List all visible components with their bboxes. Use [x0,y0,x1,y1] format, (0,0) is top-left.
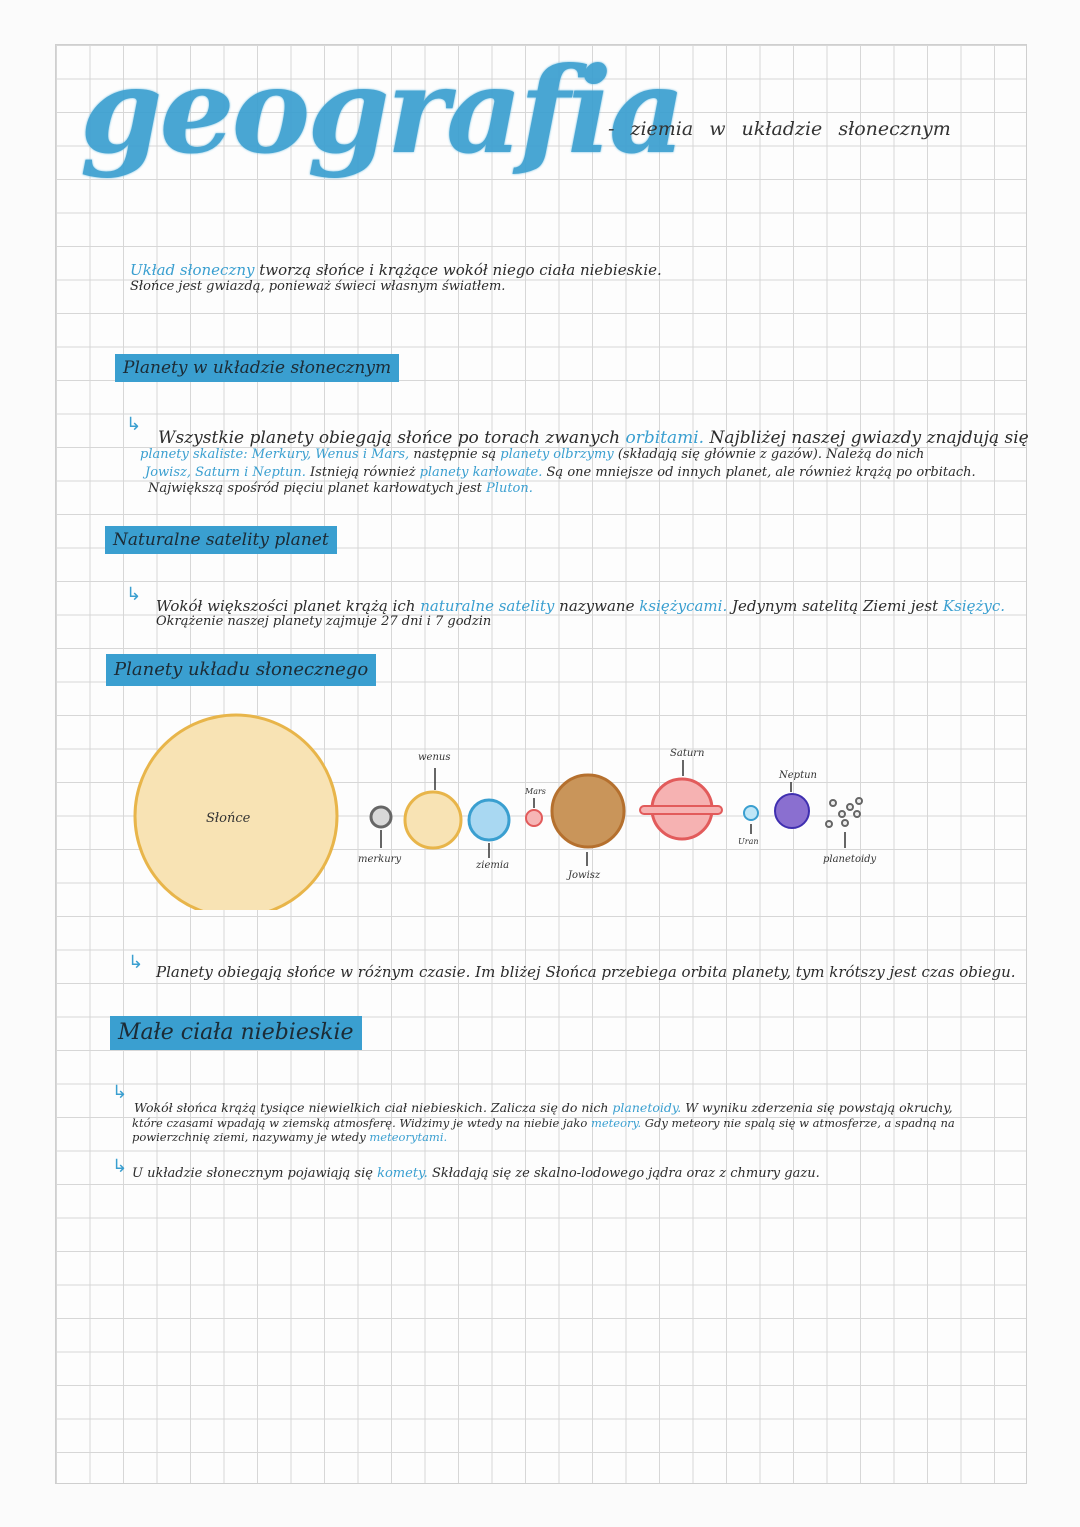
male-line-4: U układzie słonecznym pojawiają się komety. Składają się ze skalno-lodowego jądra oraz z chmury gazu. [132,1166,820,1181]
section-heading-satelity: Naturalne satelity planet [105,526,337,554]
planety-line-4: Największą spośród pięciu planet karłowatych jest Pluton. [148,481,533,496]
male-line-2: które czasami wpadają w ziemską atmosferę. Widzimy je wtedy na niebie jako meteory. Gdy meteory nie spalą się w atmosferze, a spadną na [132,1116,955,1130]
saturn-label: Saturn [670,748,705,759]
earth-label: ziemia [476,860,510,871]
arrow-icon: ↳ [126,414,142,435]
mercury-icon [371,807,391,827]
planety-line-2: planety skaliste: Merkury, Wenus i Mars, następnie są planety olbrzymy (składają się głównie z gazów). Należą do nich [140,447,925,462]
arrow-icon: ↳ [112,1082,128,1103]
intro-text: tworzą słońce i krążące wokół niego ciała niebieskie. [259,261,662,279]
uranus-icon [744,806,758,820]
male-line-3: powierzchnię ziemi, nazywamy je wtedy meteorytami. [132,1130,448,1144]
male-line-1: Wokół słońca krążą tysiące niewielkich ciał niebieskich. Zalicza się do nich planetoidy. W wyniku zderzenia się powstają okruchy, [134,1100,953,1115]
arrow-icon: ↳ [126,584,142,605]
page-subtitle: - ziemia w układzie słonecznym [608,118,951,140]
uklad-note: Planety obiegają słońce w różnym czasie. Im bliżej Słońca przebiega orbita planety, tym krótszy jest czas obiegu. [156,963,1016,981]
satelity-line-1: Wokół większości planet krążą ich naturalne satelity nazywane księżycami. Jedynym satelitą Ziemi jest Księżyc. [156,597,1006,615]
sun-label: Słońce [206,811,251,826]
planety-line-3: Jowisz, Saturn i Neptun. Istnieją również planety karłowate. Są one mniejsze od innych planet, ale również krążą po orbitach. [145,465,976,480]
mars-label: Mars [525,787,546,796]
neptune-label: Neptun [779,770,817,781]
intro-line-1 [130,262,662,279]
page-title: geografia [80,41,683,180]
asteroids-label: planetoidy [823,854,877,865]
jupiter-label: Jowisz [568,870,601,881]
mercury-label: merkury [358,854,402,865]
section-heading-planety: Planety w układzie słonecznym [115,354,399,382]
uranus-label: Uran [738,837,759,846]
satelity-line-2: Okrążenie naszej planety zajmuje 27 dni i 7 godzin [156,614,492,629]
planety-line-1: Wszystkie planety obiegają słońce po torach zwanych orbitami. Najbliżej naszej gwiazdy znajdują się [158,428,1029,448]
term-uklad-sloneczny: Układ słoneczny [130,261,255,279]
section-heading-uklad: Planety układu słonecznego [106,654,376,686]
arrow-icon: ↳ [112,1156,128,1177]
earth-icon [469,800,509,840]
venus-label: wenus [418,752,451,763]
neptune-icon [775,794,809,828]
intro-line-2: Słońce jest gwiazdą, ponieważ świeci własnym światłem. [130,279,506,294]
asteroids-icon [826,798,862,827]
jupiter-icon [552,775,624,847]
solar-system-diagram [120,710,900,910]
saturn-ring [640,806,722,814]
arrow-icon: ↳ [128,952,144,973]
venus-icon [405,792,461,848]
section-heading-male: Małe ciała niebieskie [110,1016,362,1050]
mars-icon [526,810,542,826]
